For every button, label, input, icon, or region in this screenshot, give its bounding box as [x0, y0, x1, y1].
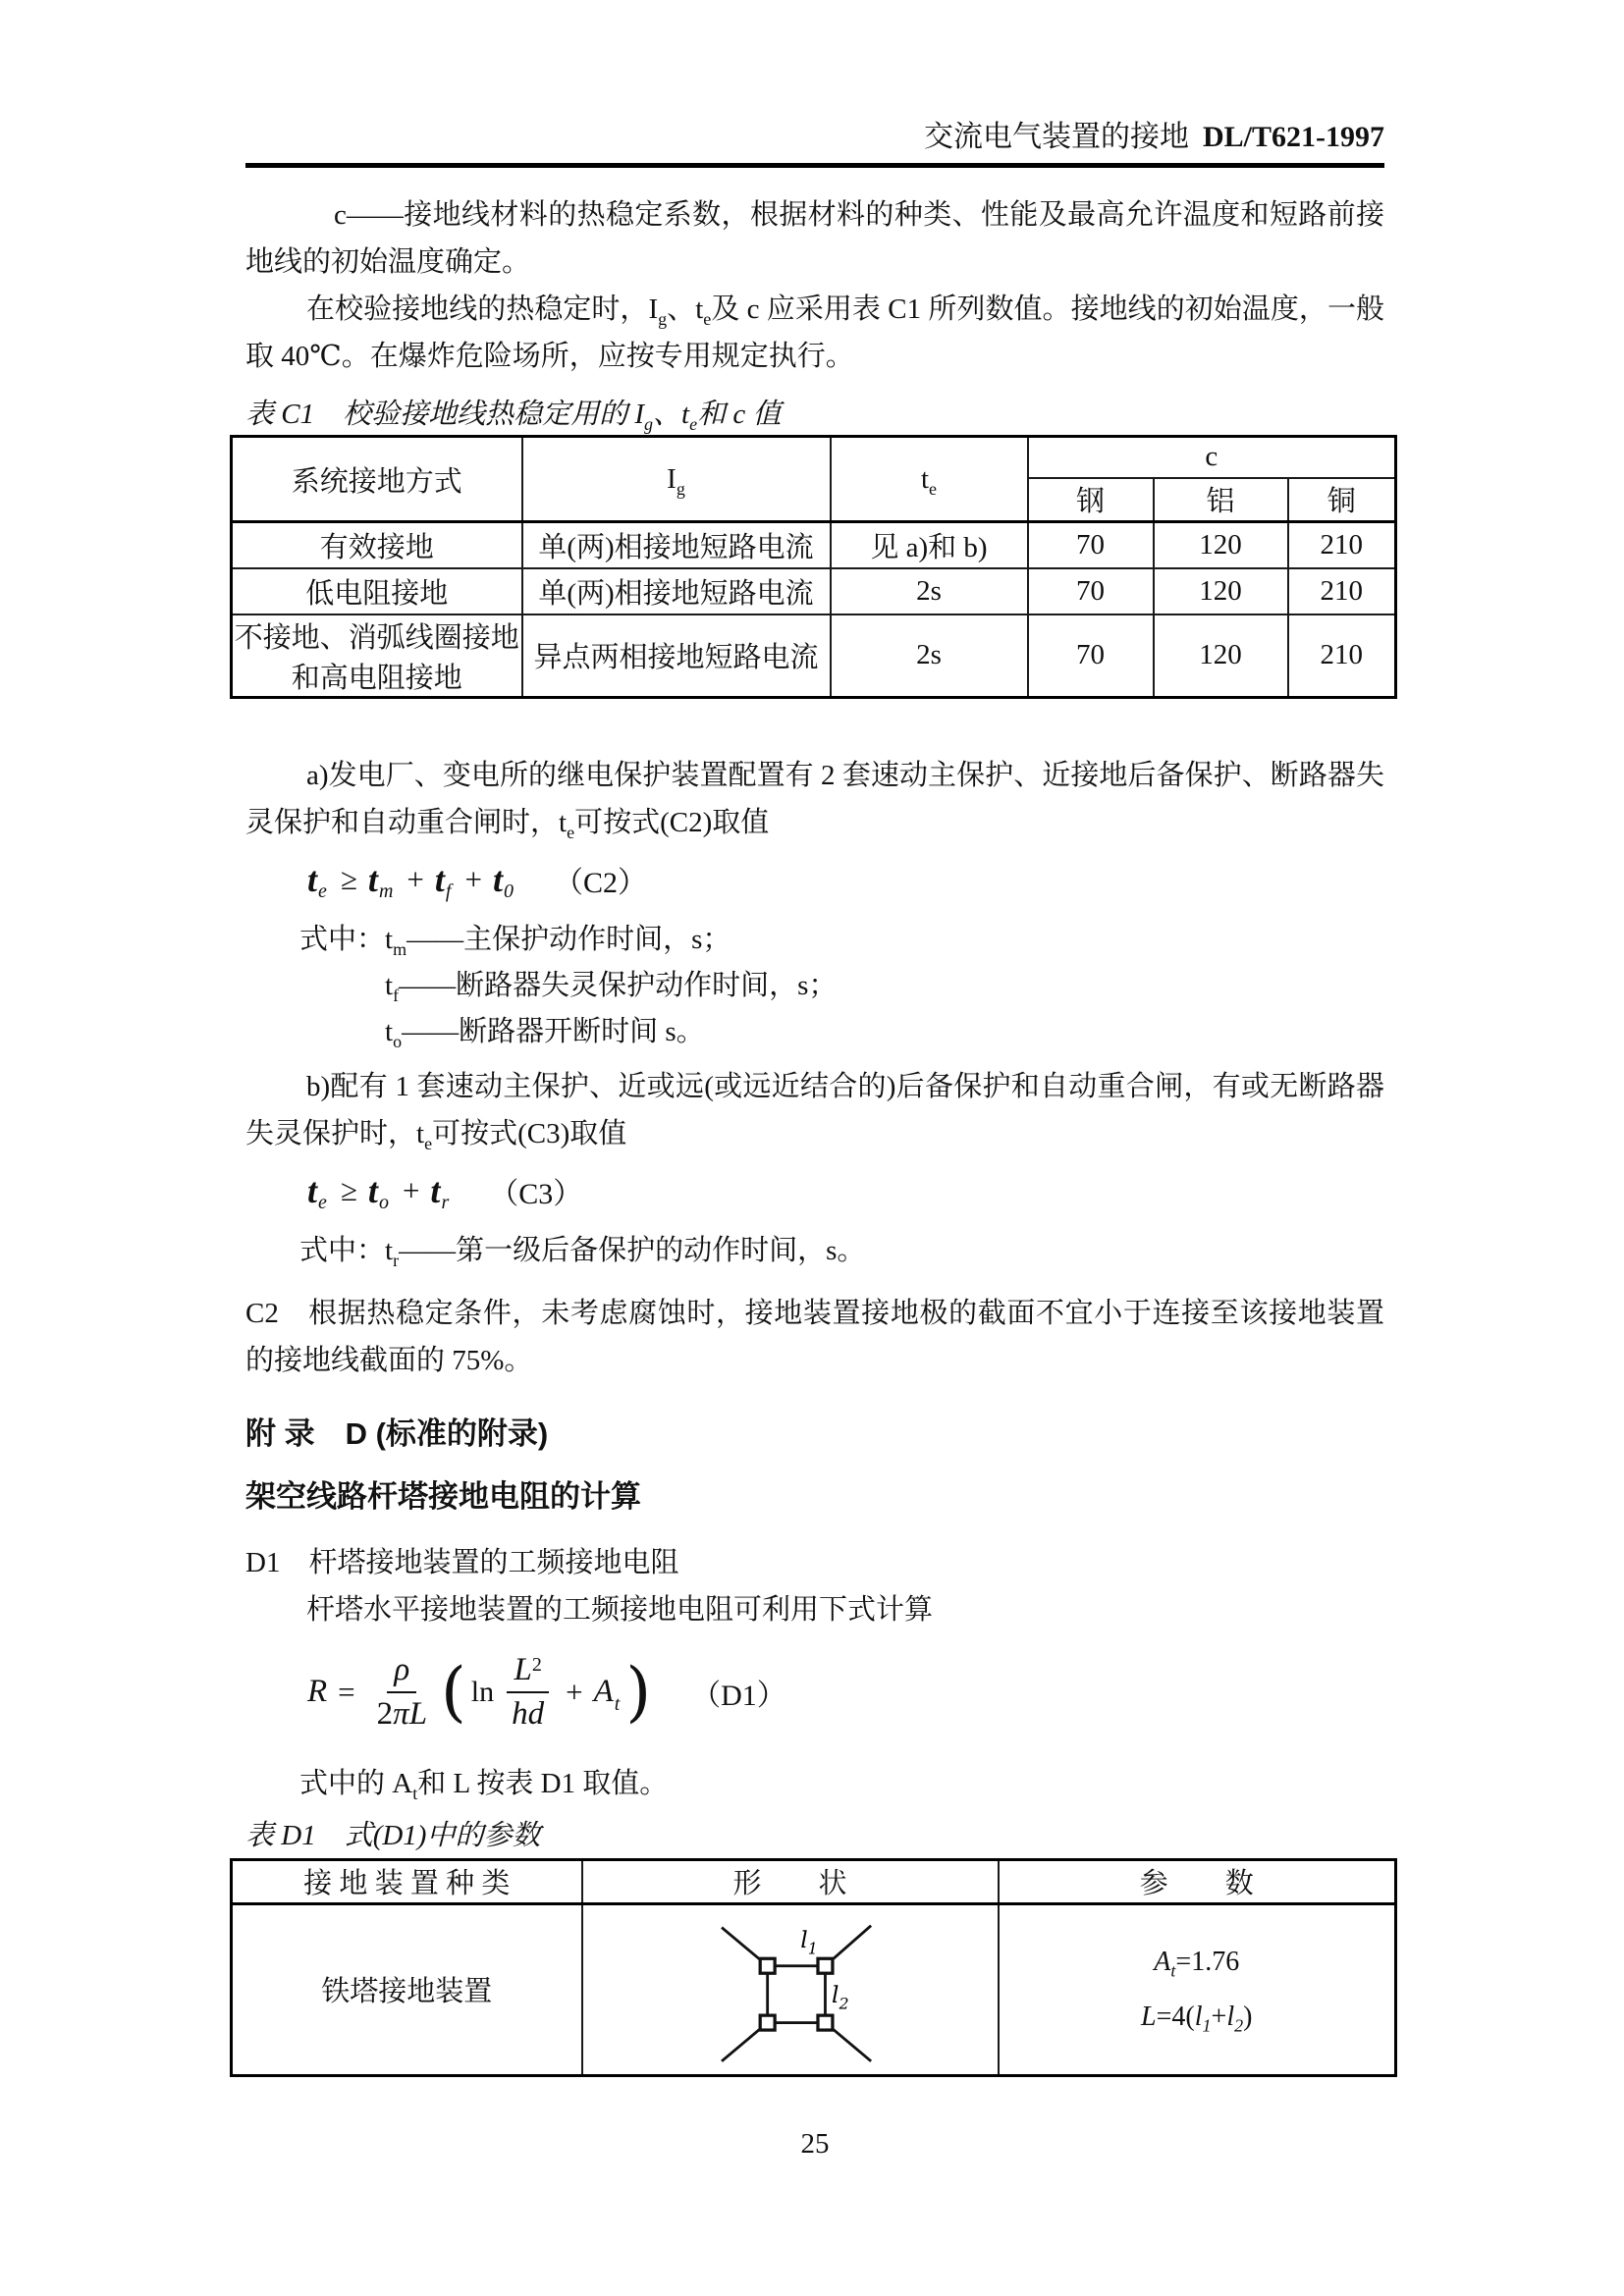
table-c1: [230, 435, 1397, 699]
clause-d1-heading: D1 杆塔接地装置的工频接地电阻: [245, 1546, 679, 1578]
page-number: 25: [800, 2127, 830, 2160]
operator-plus: +: [406, 861, 424, 896]
text-segment: =4(: [1156, 2001, 1195, 2032]
right-paren: ): [625, 1653, 652, 1730]
subscript-o: o: [393, 1031, 403, 1051]
formula-d1-note: [245, 1761, 1384, 1807]
col-header-copper: 铜: [1288, 478, 1396, 522]
text-segment: 和 L 按表 D1 取值。: [417, 1767, 669, 1799]
cell-device-kind: 铁塔接地装置: [232, 1903, 582, 2075]
cell-te: 见 a)和 b): [831, 522, 1028, 568]
left-paren: (: [441, 1653, 466, 1730]
table-c1-caption: [245, 394, 1384, 435]
header-title: 交流电气装置的接地: [923, 121, 1189, 153]
col-header-device-kind: 接 地 装 置 种 类: [232, 1859, 582, 1903]
col-header-steel: 钢: [1028, 478, 1154, 522]
subscript-0: 0: [503, 881, 514, 902]
table-d1: [230, 1858, 1397, 2077]
superscript-2: 2: [531, 1653, 542, 1676]
subscript-f: f: [445, 881, 452, 902]
text-segment: t: [385, 1015, 394, 1047]
page-header: [245, 118, 1384, 157]
table-d1-row-tower: [232, 1903, 1396, 2075]
caption-segment: 、t: [653, 399, 690, 430]
operator-plus: +: [464, 861, 482, 896]
var-te: t: [307, 1170, 318, 1210]
operator-geq: ≥: [340, 1172, 357, 1207]
numerator-l-squared: [507, 1652, 548, 1693]
subscript-f: f: [393, 985, 400, 1005]
subscript-o: o: [378, 1192, 389, 1213]
var-L: L: [514, 1651, 532, 1687]
text-segment: 在校验接地线的热稳定时，I: [306, 294, 659, 325]
clause-d1-lead: 杆塔水平接地装置的工频接地电阻可利用下式计算: [306, 1593, 934, 1626]
table-row-low-resistance: [232, 568, 1396, 614]
subscript-2: 2: [1234, 2015, 1244, 2036]
tower-grounding-diagram: [673, 1907, 908, 2072]
cell-steel: 70: [1028, 568, 1154, 614]
subscript-r: r: [393, 1250, 400, 1270]
operator-plus: +: [566, 1674, 583, 1709]
cell-copper: 210: [1288, 522, 1396, 568]
legend-line-tm: [245, 917, 1384, 963]
formula-c2: [245, 852, 1384, 907]
formula-number: （C2）: [553, 866, 647, 899]
paragraph-case-a: [245, 752, 1384, 846]
cell-mode: 低电阻接地: [232, 568, 522, 614]
operator-equals: =: [338, 1674, 355, 1709]
text-segment: 式中：t: [299, 1234, 394, 1266]
formula-number: （D1）: [691, 1679, 786, 1712]
table-row-effective-grounding: [232, 522, 1396, 568]
subscript-g: g: [644, 413, 654, 434]
col-header-aluminum: 铝: [1154, 478, 1288, 522]
text-segment: t: [385, 969, 394, 1001]
denominator-hd: hd: [512, 1695, 545, 1732]
subscript-g: g: [658, 308, 668, 329]
subscript-m: m: [378, 881, 394, 902]
text-segment: I: [667, 462, 677, 495]
text-segment: ——断路器开断时间 s。: [402, 1015, 705, 1047]
formula-d1: [245, 1643, 1384, 1741]
cell-te: 2s: [831, 568, 1028, 614]
text-segment: πL: [393, 1695, 428, 1732]
text-segment: ——第一级后备保护的动作时间，s。: [399, 1234, 866, 1266]
right-paren: ): [1243, 2001, 1253, 2032]
text-segment: ——主保护动作时间，s；: [406, 923, 731, 955]
parameters-content: [1000, 1935, 1395, 2045]
legend-line-tf: [245, 963, 1384, 1009]
cell-ig: 异点两相接地短路电流: [522, 614, 831, 698]
text-segment: 式中的 A: [299, 1767, 413, 1799]
fraction-rho-over-2pil: [370, 1652, 434, 1733]
cell-te: 2s: [831, 614, 1028, 698]
parameter-at: [1000, 1935, 1395, 1990]
subscript-r: r: [441, 1192, 450, 1213]
var-to: t: [367, 1170, 378, 1210]
text-segment: 2: [376, 1695, 394, 1732]
legend-line-tr: [245, 1228, 1384, 1274]
paragraph-clause-c2: C2 根据热稳定条件，未考虑腐蚀时，接地装置接地极的截面不宜小于连接至该接地装置的接地线截面的 75%。: [245, 1297, 1384, 1376]
header-rule: [245, 163, 1384, 168]
operator-plus: +: [1211, 2001, 1227, 2032]
subscript-1: 1: [1202, 2015, 1212, 2036]
subscript-e: e: [318, 1192, 327, 1213]
var-A: A: [593, 1674, 614, 1709]
table-d1-caption: 表 D1 式(D1)中的参数: [245, 1819, 541, 1851]
caption-segment: 表 C1 校验接地线热稳定用的 I: [245, 399, 645, 430]
var-tf: t: [434, 859, 445, 899]
subscript-e: e: [424, 1133, 433, 1153]
subscript-t: t: [412, 1783, 418, 1803]
header-doc-number: DL/T621-1997: [1202, 121, 1384, 153]
subscript-e: e: [689, 413, 698, 434]
var-tm: t: [367, 859, 378, 899]
col-header-grounding-mode: 系统接地方式: [232, 437, 522, 522]
cell-ig: 单(两)相接地短路电流: [522, 568, 831, 614]
cell-aluminum: 120: [1154, 614, 1288, 698]
cell-mode: 不接地、消弧线圈接地和高电阻接地: [232, 614, 522, 698]
subscript-e: e: [703, 308, 712, 329]
cell-shape: [582, 1903, 999, 2075]
cell-aluminum: 120: [1154, 522, 1288, 568]
var-R: R: [307, 1674, 328, 1709]
subscript-g: g: [676, 478, 685, 499]
denominator-2pil: [370, 1693, 434, 1733]
cell-ig: 单(两)相接地短路电流: [522, 522, 831, 568]
subscript-t: t: [1170, 1960, 1176, 1981]
text-segment: t: [920, 462, 930, 495]
diagram-label-l2: $l_2$: [831, 1980, 849, 2013]
cell-parameters: [999, 1903, 1396, 2075]
col-header-te: [831, 437, 1028, 522]
col-header-c: c: [1028, 437, 1396, 478]
appendix-d-subtitle: 架空线路杆塔接地电阻的计算: [245, 1478, 641, 1514]
cell-aluminum: 120: [1154, 568, 1288, 614]
note-line: [245, 1761, 1384, 1807]
text-segment: 可按式(C2)取值: [574, 806, 770, 838]
table-row-ungrounded: [232, 614, 1396, 698]
subscript-e: e: [318, 881, 327, 902]
formula-number: （C3）: [489, 1177, 583, 1210]
cell-mode: 有效接地: [232, 522, 522, 568]
cell-steel: 70: [1028, 522, 1154, 568]
col-header-parameters: 参 数: [999, 1859, 1396, 1903]
operator-geq: ≥: [340, 861, 357, 896]
formula-c2-legend: [245, 917, 1384, 1055]
var-te: t: [307, 859, 318, 899]
operator-plus: +: [402, 1172, 420, 1207]
cell-copper: 210: [1288, 614, 1396, 698]
col-header-shape: 形 状: [582, 1859, 999, 1903]
cell-steel: 70: [1028, 614, 1154, 698]
var-A: A: [1154, 1946, 1171, 1977]
legend-line-to: [245, 1009, 1384, 1055]
appendix-d-title: 附 录 D (标准的附录): [245, 1415, 549, 1451]
diagram-container: [583, 1907, 998, 2072]
paragraph-check-thermal: [245, 286, 1384, 380]
text-segment: ——断路器失灵保护动作时间，s；: [399, 969, 838, 1001]
subscript-e: e: [929, 478, 938, 499]
ln-operator: ln: [470, 1675, 495, 1708]
text-segment: 、t: [667, 294, 704, 325]
var-l2: l: [1226, 2001, 1235, 2032]
parameter-l: [1000, 1990, 1395, 2045]
text-segment: a)发电厂、变电所的继电保护装置配置有 2 套速动主保护、近接地后备保护、断路器失灵保护和自动重合闸时，t: [245, 759, 1384, 838]
text-segment: 式中：t: [299, 923, 394, 955]
text-segment: b)配有 1 套速动主保护、近或远(或远近结合的)后备保护和自动重合闸，有或无断路器失灵保护时，t: [245, 1070, 1384, 1149]
diagram-label-l1: $l_1$: [799, 1925, 818, 1958]
table-d1-header-row: [232, 1859, 1396, 1903]
paragraph-case-b: [245, 1063, 1384, 1157]
var-tr: t: [430, 1170, 441, 1210]
subscript-m: m: [393, 938, 407, 959]
subscript-e: e: [567, 822, 575, 842]
formula-c3: [245, 1163, 1384, 1218]
cell-copper: 210: [1288, 568, 1396, 614]
var-l1: l: [1194, 2001, 1203, 2032]
text-segment: 可按式(C3)取值: [432, 1117, 627, 1149]
var-L: L: [1141, 2001, 1157, 2032]
numerator-rho: ρ: [387, 1652, 416, 1693]
table-c1-header-row-1: [232, 437, 1396, 478]
var-t0: t: [492, 859, 503, 899]
formula-c3-legend: [245, 1228, 1384, 1274]
text-segment: 及 c 应采用表 C1 所列数值。接地线的初始温度，一般取 40℃。在爆炸危险场所，应按专用规定执行。: [245, 294, 1384, 372]
value-at: =1.76: [1175, 1946, 1240, 1977]
subscript-t: t: [614, 1693, 621, 1715]
fraction-l2-over-hd: [505, 1652, 551, 1733]
caption-segment: 和 c 值: [697, 399, 782, 430]
col-header-ig: [522, 437, 831, 522]
paragraph-c-definition: c——接地线材料的热稳定系数，根据材料的种类、性能及最高允许温度和短路前接地线的初始温度确定。: [245, 199, 1384, 278]
